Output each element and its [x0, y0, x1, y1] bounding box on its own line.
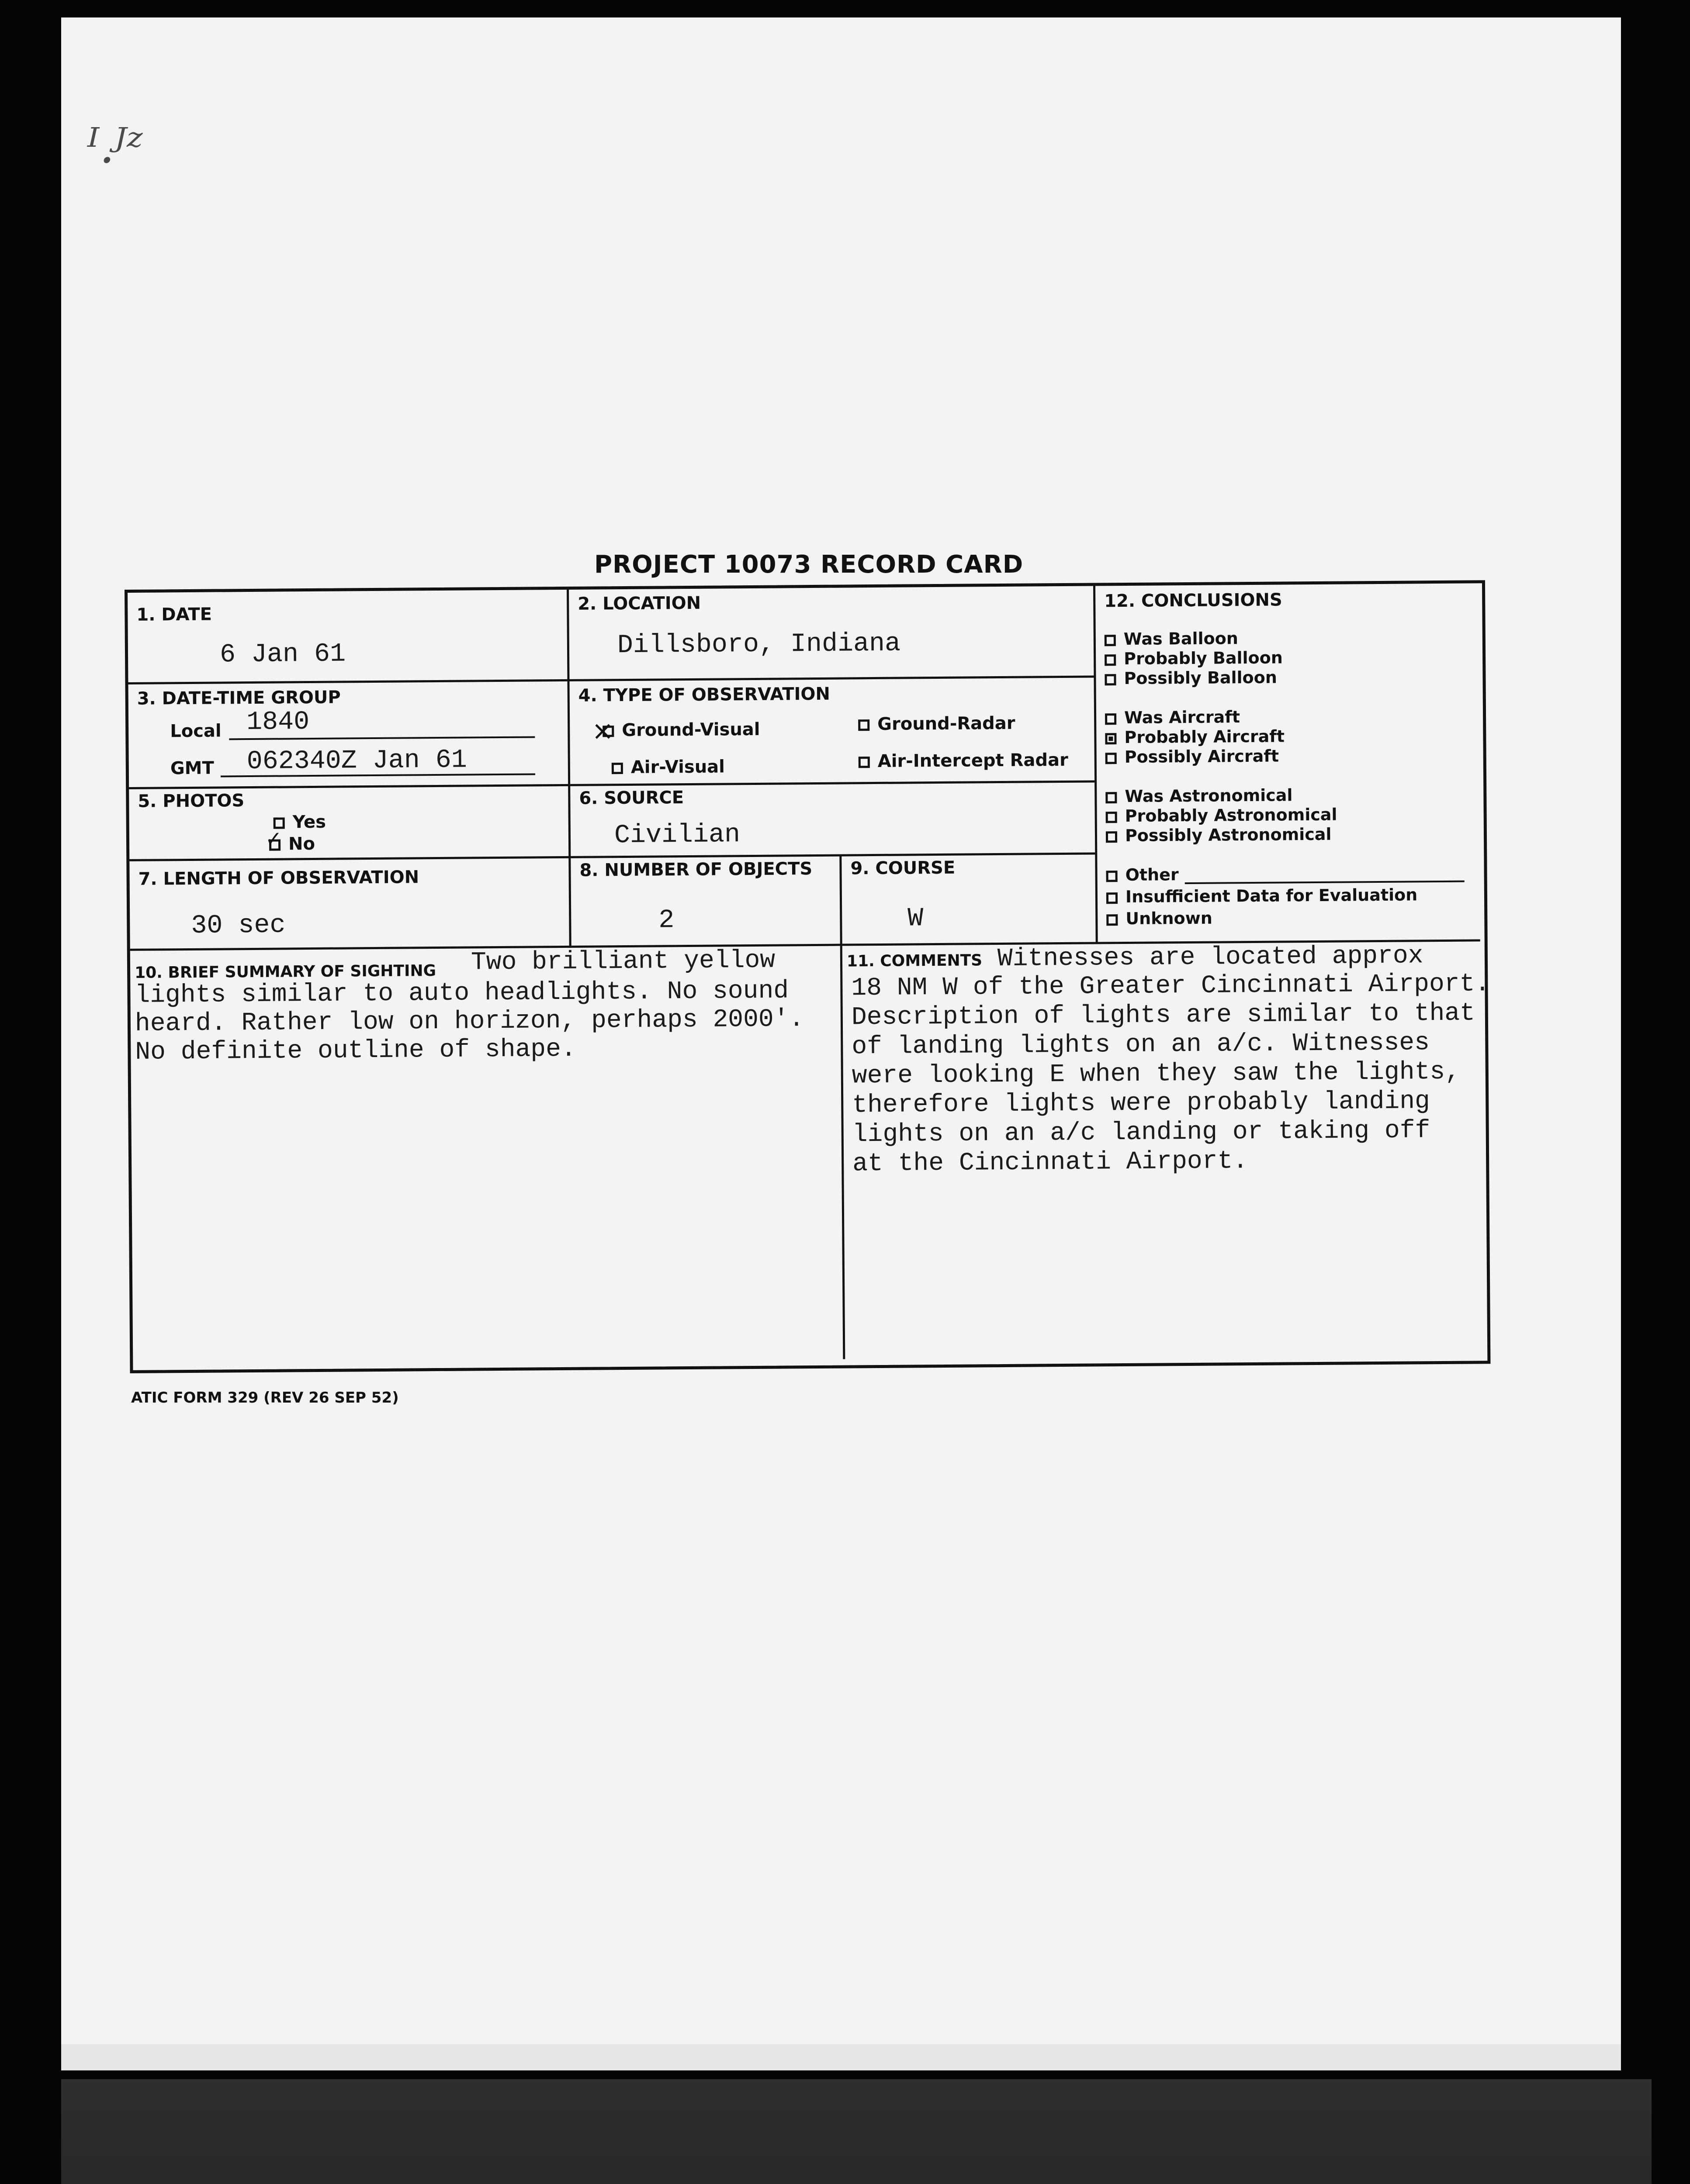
film-strip-bottom: [61, 2079, 1652, 2184]
checkbox: [1106, 892, 1118, 904]
checkbox: [1106, 914, 1118, 926]
comments-line: lights on an a/c landing or taking off: [852, 1116, 1430, 1149]
obs-ground-radar: Ground-Radar: [858, 713, 1015, 735]
obs-air-intercept-radar: Air-Intercept Radar: [859, 750, 1068, 771]
date-label: 1. DATE: [136, 604, 212, 625]
conclusion-was-balloon: Was Balloon: [1105, 629, 1238, 649]
checkbox-checked: [603, 726, 614, 737]
source-value: Civilian: [614, 820, 741, 851]
checkbox: [1105, 792, 1117, 803]
checkbox: [1106, 831, 1117, 843]
obs-air-visual: Air-Visual: [612, 757, 725, 778]
conclusion-possibly-astronomical: Possibly Astronomical: [1106, 825, 1332, 846]
checkbox-checked: [269, 840, 281, 851]
course-cell: [842, 855, 1095, 946]
card-title: PROJECT 10073 RECORD CARD: [594, 550, 1024, 579]
number-of-objects-value: 2: [658, 905, 675, 936]
comments-line: at the Cincinnati Airport.: [852, 1147, 1248, 1178]
record-card: [125, 580, 1490, 1373]
conclusions-label: 12. CONCLUSIONS: [1104, 590, 1282, 612]
checkbox-checked: [1105, 733, 1116, 744]
comments-label: 11. COMMENTS: [846, 951, 983, 971]
checkbox: [1105, 635, 1116, 646]
conclusion-possibly-balloon: Possibly Balloon: [1105, 668, 1277, 688]
checkbox: [1106, 812, 1117, 823]
location-cell: [569, 586, 1094, 681]
summary-line: heard. Rather low on horizon, perhaps 2000'.: [135, 1005, 804, 1038]
comments-line: of landing lights on an a/c. Witnesses: [852, 1029, 1430, 1061]
course-value: W: [907, 904, 924, 934]
checkbox: [1105, 674, 1116, 685]
comments-line: therefore lights were probably landing: [852, 1087, 1430, 1120]
checkbox: [858, 719, 869, 731]
checkbox: [1105, 753, 1117, 764]
date-cell: [128, 590, 569, 684]
obs-ground-visual: ×Ground-Visual: [603, 719, 760, 741]
gmt-label: GMT: [170, 758, 214, 779]
date-value: 6 Jan 61: [219, 639, 346, 670]
checkbox: [1105, 713, 1116, 725]
comments-line: Description of lights are similar to that: [851, 999, 1475, 1032]
other-underline: [1185, 881, 1465, 884]
page-mark: ᴵ.ᴶᶻ: [87, 118, 143, 174]
summary-label: 10. BRIEF SUMMARY OF SIGHTING: [134, 962, 436, 982]
photos-yes: Yes: [274, 812, 326, 833]
length-label: 7. LENGTH OF OBSERVATION: [138, 867, 419, 889]
conclusions-cell: [1093, 583, 1480, 944]
number-of-objects-label: 8. NUMBER OF OBJECTS: [579, 859, 813, 881]
course-label: 9. COURSE: [850, 857, 956, 879]
number-of-objects-cell: [571, 857, 842, 948]
checkbox: [612, 763, 623, 774]
gmt-value: 062340Z Jan 61: [246, 745, 468, 777]
summary-line: lights similar to auto headlights. No sound: [135, 977, 789, 1010]
checkbox: [859, 757, 870, 768]
photos-label: 5. PHOTOS: [138, 791, 245, 812]
date-time-cell: [128, 681, 571, 789]
location-label: 2. LOCATION: [578, 593, 701, 614]
date-time-label: 3. DATE-TIME GROUP: [137, 687, 341, 709]
local-value: 1840: [246, 707, 310, 738]
summary-cell: [130, 946, 845, 1364]
source-label: 6. SOURCE: [579, 788, 684, 809]
paper-lower-edge: [61, 2044, 1621, 2070]
local-label: Local: [170, 721, 222, 742]
photos-no: ✓No: [269, 834, 315, 854]
summary-line: Two brilliant yellow: [471, 946, 776, 977]
comments-line: 18 NM W of the Greater Cincinnati Airport.: [851, 970, 1490, 1003]
length-cell: [129, 858, 571, 951]
conclusion-probably-balloon: Probably Balloon: [1105, 648, 1283, 668]
conclusion-other: Other: [1106, 865, 1178, 885]
location-value: Dillsboro, Indiana: [617, 629, 901, 661]
comments-cell: [842, 941, 1490, 1359]
conclusion-unknown: Unknown: [1106, 909, 1212, 929]
conclusion-was-astronomical: Was Astronomical: [1105, 785, 1292, 806]
conclusion-was-aircraft: Was Aircraft: [1105, 707, 1240, 727]
form-id: ATIC FORM 329 (REV 26 SEP 52): [131, 1389, 399, 1406]
checkbox: [1105, 654, 1116, 666]
comments-line: Witnesses are located approx: [997, 942, 1423, 974]
conclusion-probably-astronomical: Probably Astronomical: [1106, 805, 1337, 826]
conclusion-insufficient-data: Insufficient Data for Evaluation: [1106, 885, 1418, 906]
checkbox: [1106, 871, 1118, 882]
summary-line: No definite outline of shape.: [135, 1035, 576, 1067]
photos-cell: [129, 786, 571, 861]
observation-type-cell: [569, 678, 1094, 786]
length-value: 30 sec: [191, 910, 286, 941]
conclusion-probably-aircraft: Probably Aircraft: [1105, 726, 1285, 747]
conclusion-possibly-aircraft: Possibly Aircraft: [1105, 746, 1279, 767]
observation-type-label: 4. TYPE OF OBSERVATION: [578, 684, 831, 706]
comments-line: were looking E when they saw the lights,: [852, 1057, 1461, 1091]
source-cell: [570, 783, 1095, 858]
